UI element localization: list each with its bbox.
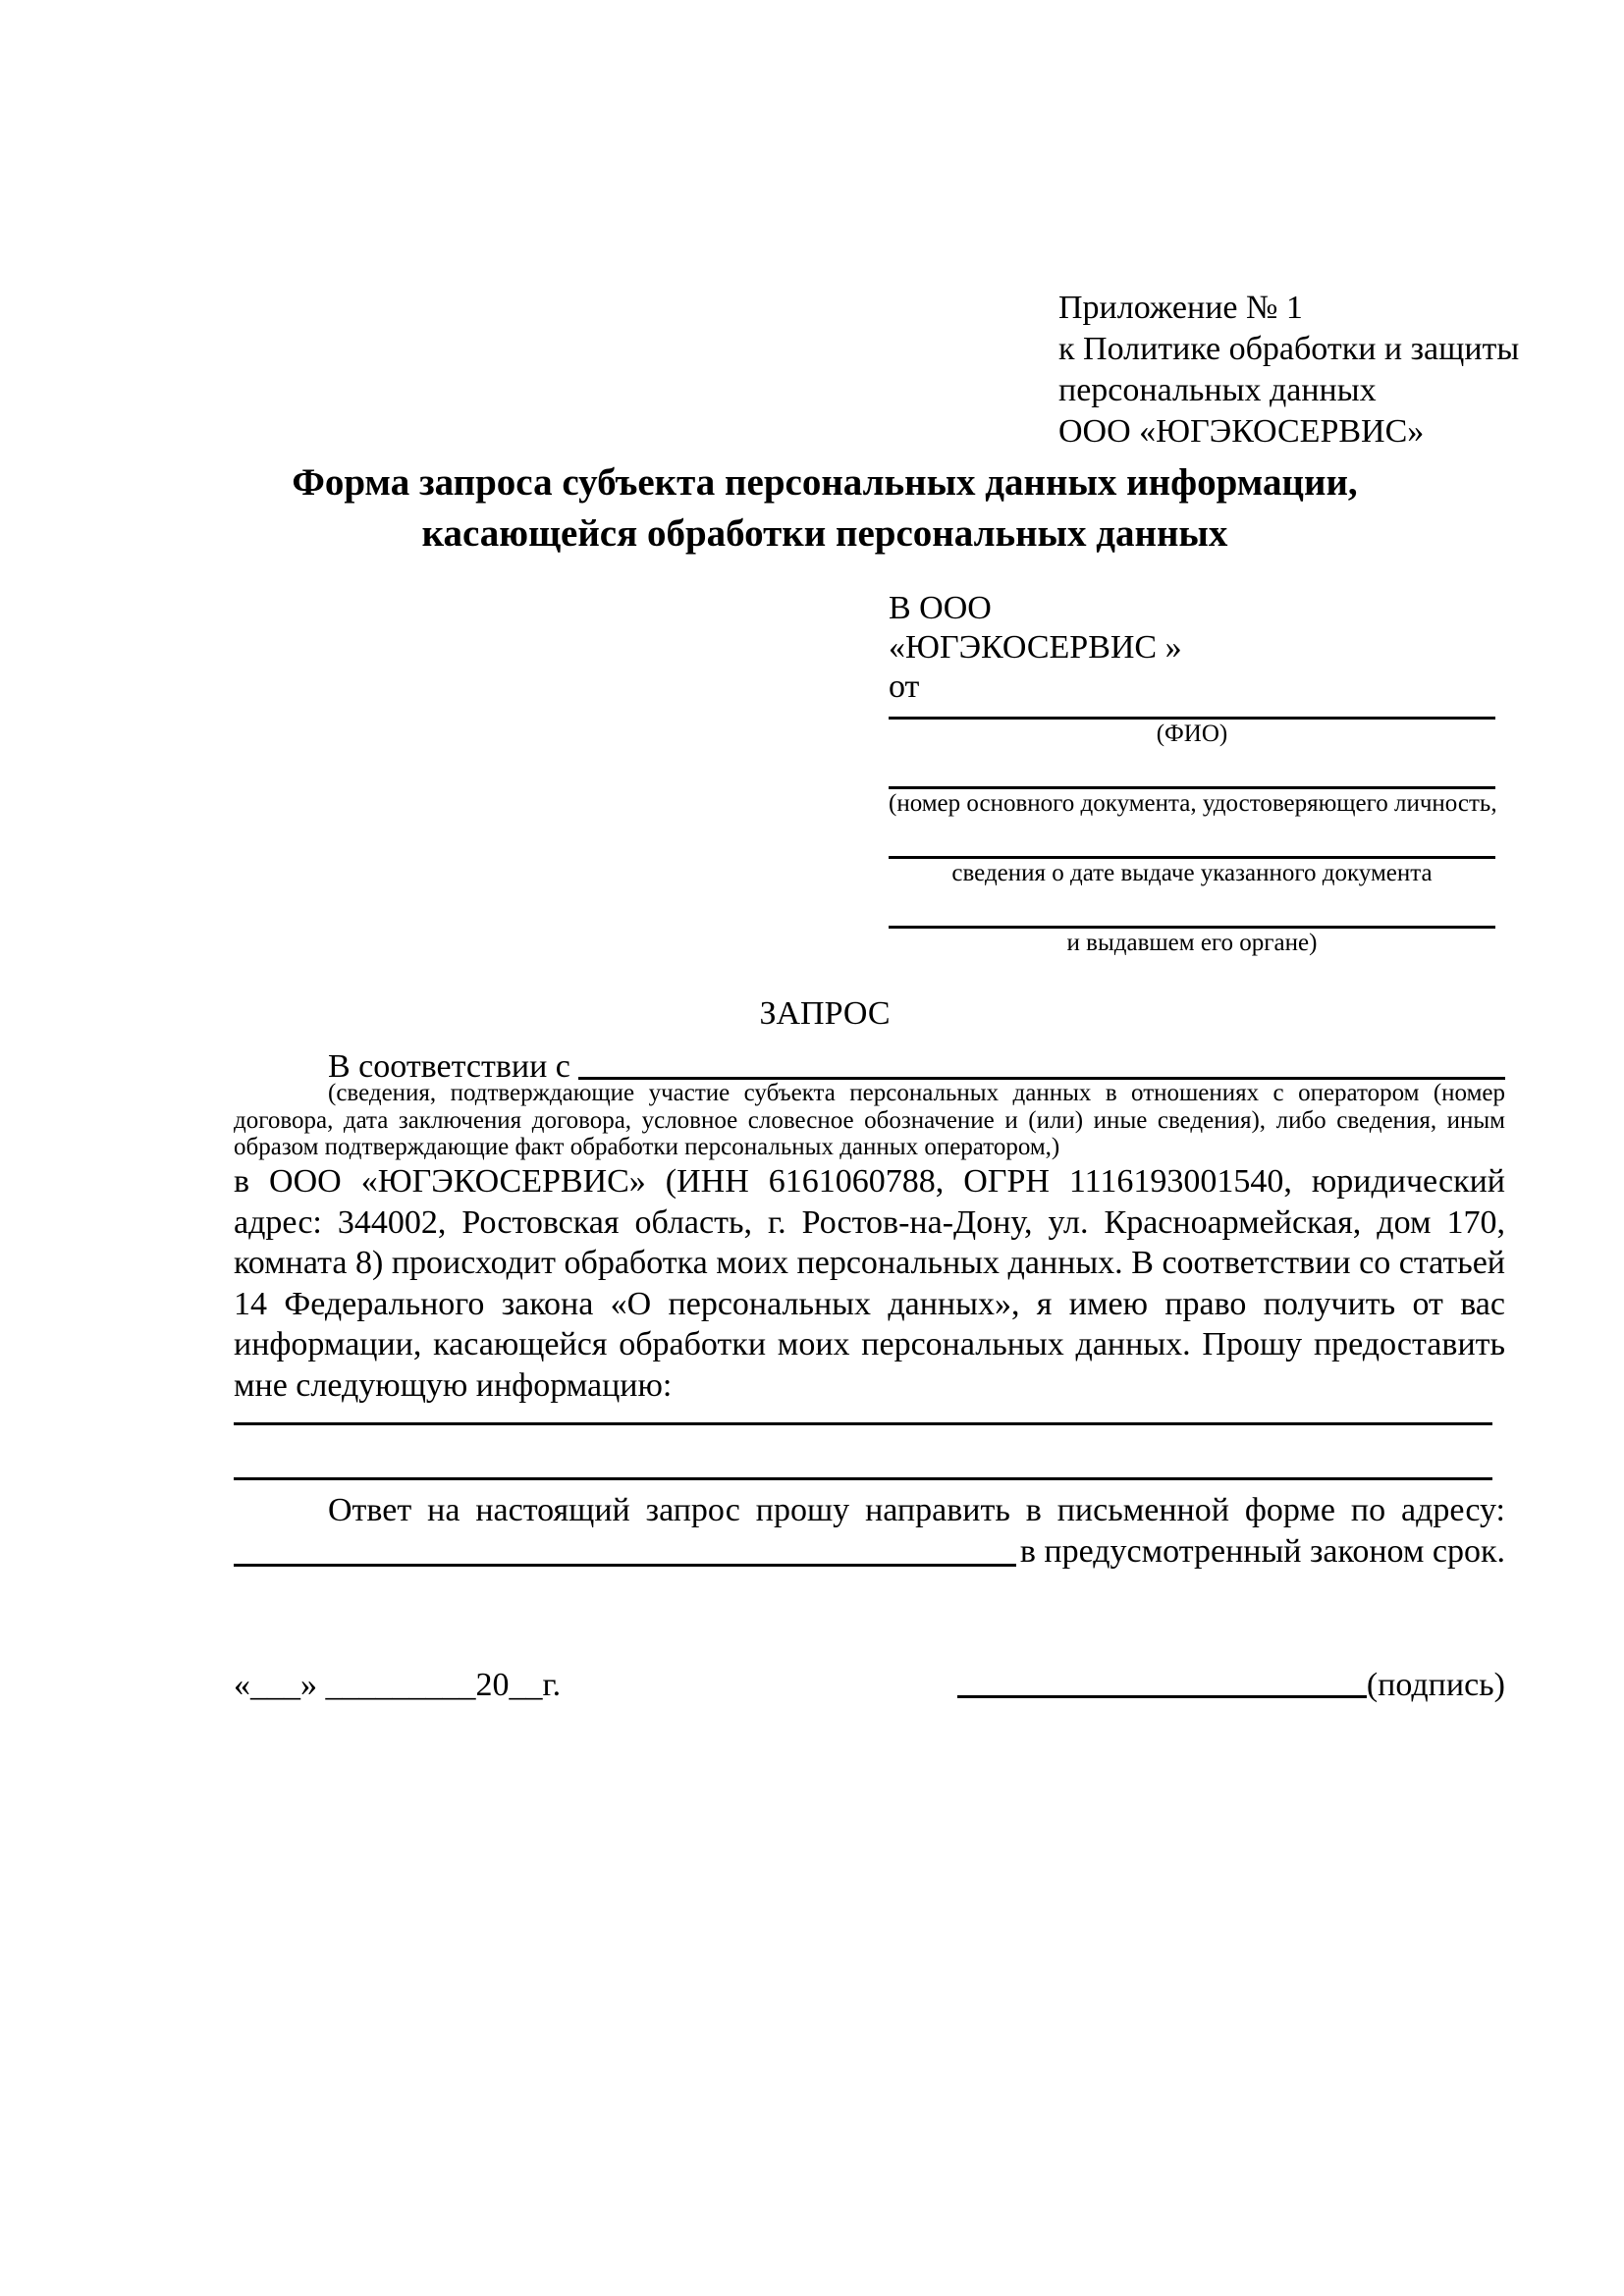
document-number-field-caption: (номер основного документа, удостоверяющего личность, xyxy=(889,790,1497,817)
appendix-header-line-3: персональных данных xyxy=(1058,372,1377,408)
document-number-field-line xyxy=(889,748,1495,789)
addressee-company-line-2: «ЮГЭКОСЕРВИС » xyxy=(889,629,1182,666)
request-heading: ЗАПРОС xyxy=(759,995,891,1032)
document-title xyxy=(147,457,1502,560)
request-body-paragraph: в ООО «ЮГЭКОСЕРВИС» (ИНН 6161060788, ОГРН 1116193001540, юридический адрес: 344002, Ростовская область, г. Ростов-на-Дону, ул. Красноармейская, дом 170, комната 8) происходит обработка моих персональных данных. В соответствии со статьей 14 Федерального закона «О персональных данных», я имею право получить от вас информации, касающейся обработки моих персональных данных. Прошу предоставить мне следующую информацию: xyxy=(234,1163,1505,1404)
requested-info-field-line-1 xyxy=(234,1422,1492,1425)
requested-info-field-line-2 xyxy=(234,1477,1492,1480)
basis-footnote: (сведения, подтверждающие участие субъекта персональных данных в отношениях с оператором (номер договора, дата заключения договора, условное словесное обозначение и (или) иные сведения), либо сведения, иным образом подтверждающие факт обработки персональных данных оператором,) xyxy=(234,1080,1505,1160)
issuing-authority-field-line xyxy=(889,887,1495,929)
answer-sentence: Ответ на настоящий запрос прошу направить в письменной форме по адресу: xyxy=(328,1492,1505,1528)
document-title-line-2: касающейся обработки персональных данных xyxy=(421,512,1228,555)
fio-field-caption: (ФИО) xyxy=(1156,721,1228,747)
issue-date-field-line xyxy=(889,818,1495,859)
appendix-header-line-1: Приложение № 1 xyxy=(1058,290,1303,326)
signature-area xyxy=(957,1667,1505,1704)
date-blank-template: «___» _________20__г. xyxy=(234,1667,562,1703)
basis-prefix-label: В соответствии с xyxy=(328,1048,570,1085)
date-signature-row xyxy=(234,1661,1505,1704)
document-title-line-1: Форма запроса субъекта персональных данных информации, xyxy=(292,461,1358,504)
signature-caption: (подпись) xyxy=(1366,1667,1505,1703)
signature-field-line xyxy=(957,1695,1367,1698)
issuing-authority-field-caption: и выдавшем его органе) xyxy=(1066,930,1318,956)
address-field-line xyxy=(234,1564,1016,1567)
fio-field-line xyxy=(889,707,1495,720)
answer-block xyxy=(234,1490,1505,1573)
addressee-block xyxy=(889,589,1495,957)
answer-address-row xyxy=(234,1531,1505,1573)
answer-suffix-label: в предусмотренный законом срок. xyxy=(1019,1533,1505,1570)
issue-date-field-caption: сведения о дате выдаче указанного документа xyxy=(951,860,1433,886)
addressee-company-line-1: В ООО xyxy=(889,590,992,626)
appendix-header-line-2: к Политике обработки и защиты xyxy=(1058,331,1520,367)
appendix-header xyxy=(1058,288,1520,453)
addressee-from-label: от xyxy=(889,668,920,705)
appendix-header-line-4: ООО «ЮГЭКОСЕРВИС» xyxy=(1058,413,1425,450)
